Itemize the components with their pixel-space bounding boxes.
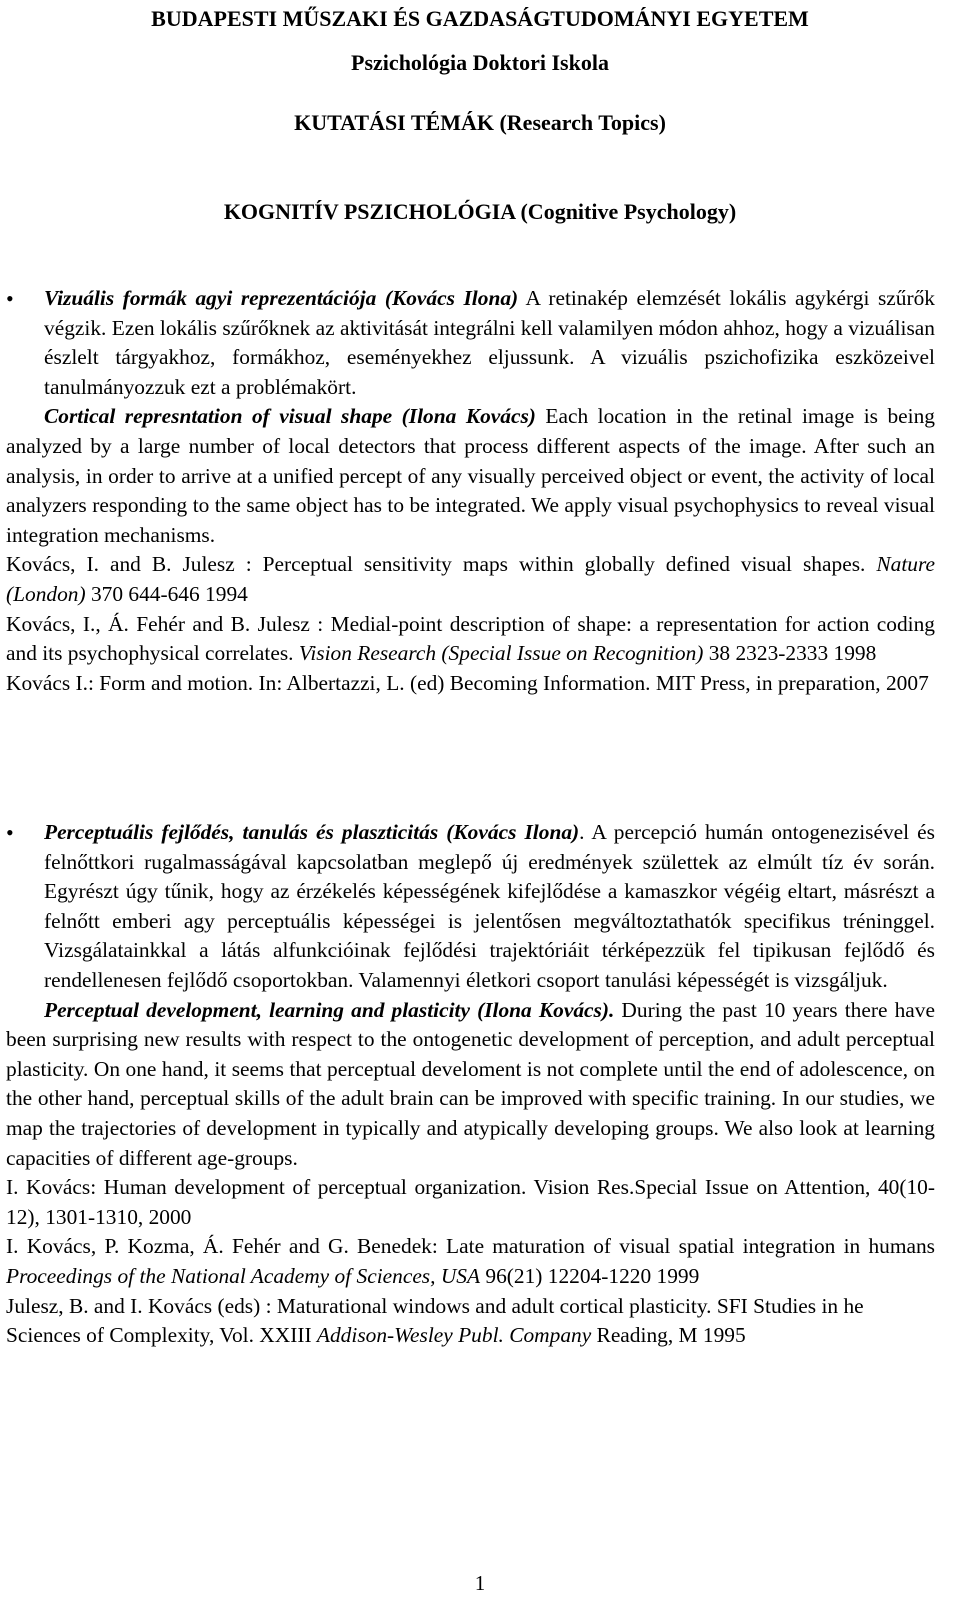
reference-item — [6, 1232, 935, 1291]
reference-text: Kovács, I. and B. Julesz : Perceptual sensitivity maps within globally defined visual shapes. — [6, 552, 877, 577]
bullet-icon: • — [6, 820, 14, 845]
topic-section-perceptual-development — [6, 818, 935, 1351]
hu-topic-text: A retinakép elemzését lokális agykérgi szűrők végzik. Ezen lokális szűrőknek az aktivitását integrálni kell valamilyen módon ahhoz, hogy a vizuálisan észlelt tárgyakhoz, formákhoz, eseményekhez eljussunk. A vizuális pszichofizika eszközeivel tanulmányozzuk ezt a problémakört. — [44, 286, 936, 399]
topic-section-visual-shape — [6, 284, 935, 698]
hu-topic-text: . A percepció humán ontogenezisével és felnőttkori rugalmasságával kapcsolatban meglepő új eredmények születtek az elmúlt tíz év során. Egyrészt úgy tűnik, hogy az érzékelés képességének kifejlődése a kamaszkor végéig eltart, másrészt a felnőtt emberi agy perceptuális képességei is jelentősen megváltoztathatók specifikus tréninggel. Vizsgálatainkkal a látás alfunkcióinak fejlődési trajektóriáit térképezzük fel tipikusan fejlődő és rendellenesen fejlődő csoportokban. Valamennyi életkori csoport tanulási képességét is vizsgáljuk. — [44, 820, 935, 992]
reference-details: 370 644-646 1994 — [85, 581, 248, 606]
reference-details: 96(21) 12204-1220 1999 — [480, 1263, 700, 1288]
en-paragraph — [6, 402, 935, 550]
reference-item — [6, 550, 935, 609]
en-topic-title: Perceptual development, learning and plasticity (Ilona Kovács). — [44, 997, 615, 1022]
reference-text: Kovács, I., Á. Fehér and B. Julesz : Medial-point description of shape: a representation for action coding and its psychophysical correlates. — [6, 611, 935, 666]
reference-details: 38 2323-2333 1998 — [703, 641, 877, 666]
reference-journal: Vision Research (Special Issue on Recognition) — [298, 641, 704, 666]
reference-text: I. Kovács, P. Kozma, Á. Fehér and G. Benedek: Late maturation of visual spatial integration in humans — [6, 1234, 935, 1259]
en-topic-text: During the past 10 years there have been surprising new results with respect to the ontogenetic development of perception, and adult perceptual plasticity. On one hand, it seems that perceptual develoment is not complete until the end of adolescence, on the other hand, perceptual skills of the adult brain can be improved with specific training. In our studies, we map the trajectories of development in typically and atypically developing groups. We also look at learning capacities of different age-groups. — [6, 997, 935, 1170]
reference-item — [6, 610, 935, 669]
en-topic-title: Cortical represntation of visual shape (Ilona Kovács) — [44, 404, 536, 429]
reference-text: I. Kovács: Human development of perceptual organization. Vision Res.Special Issue on Attention, 40(10-12), 1301-1310, 2000 — [6, 1175, 935, 1229]
page-number: 1 — [474, 1571, 486, 1595]
university-title: BUDAPESTI MŰSZAKI ÉS GAZDASÁGTUDOMÁNYI EGYETEM — [151, 6, 809, 31]
en-topic-text: Each location in the retinal image is being analyzed by a large number of local detectors that process different aspects of the image. After such an analysis, in order to arrive at a unified percept of any visually perceived object or event, the activity of local analyzers responding to the same object has to be integrated. We apply visual psychophysics to reveal visual integration mechanisms. — [6, 404, 935, 547]
reference-item — [6, 669, 935, 699]
reference-item — [6, 1173, 935, 1232]
bullet-icon: • — [6, 286, 14, 311]
reference-journal: Nature (London) — [6, 552, 935, 606]
reference-details: Reading, M 1995 — [591, 1323, 746, 1348]
school-title: Pszichológia Doktori Iskola — [351, 50, 609, 75]
hu-paragraph — [6, 818, 935, 996]
reference-journal: Addison-Wesley Publ. Company — [316, 1323, 592, 1348]
reference-journal: Proceedings of the National Academy of Sciences, USA — [6, 1263, 481, 1288]
hu-topic-title: Perceptuális fejlődés, tanulás és plaszticitás (Kovács Ilona) — [44, 820, 580, 844]
reference-text: Julesz, B. and I. Kovács (eds) : Maturational windows and adult cortical plasticity. SFI Studies in he Sciences of Complexity, Vol. XXIII — [6, 1293, 864, 1348]
en-paragraph — [6, 996, 935, 1174]
hu-topic-title: Vizuális formák agyi reprezentációja (Kovács Ilona) — [44, 286, 519, 310]
reference-text: Kovács I.: Form and motion. In: Albertazzi, L. (ed) Becoming Information. MIT Press, in preparation, 2007 — [6, 670, 929, 695]
research-topics-heading: KUTATÁSI TÉMÁK (Research Topics) — [294, 110, 666, 135]
hu-paragraph — [6, 284, 935, 402]
reference-item — [6, 1292, 935, 1351]
cognitive-psychology-heading: KOGNITÍV PSZICHOLÓGIA (Cognitive Psychology) — [223, 199, 737, 224]
